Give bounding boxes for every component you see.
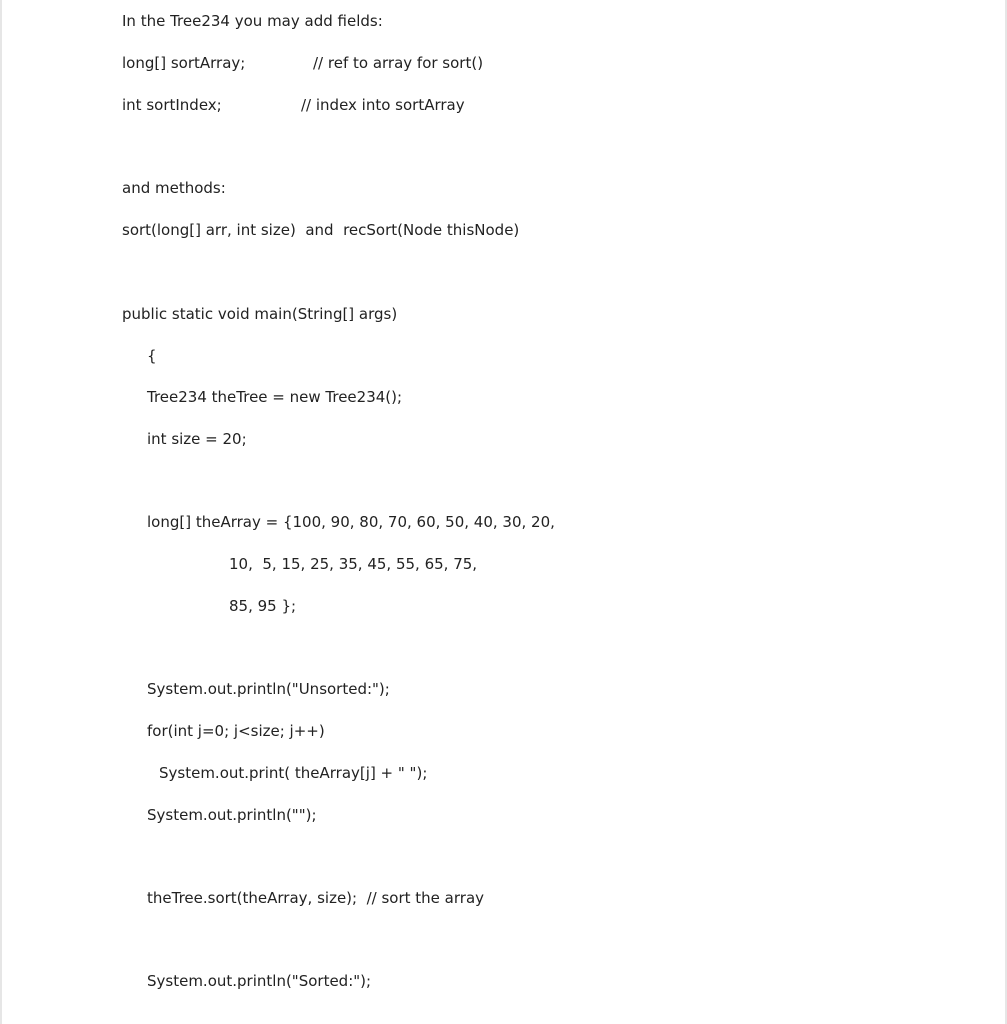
fields-heading: In the Tree234 you may add fields: [122, 12, 383, 30]
println-sorted: System.out.println("Sorted:"); [147, 972, 372, 990]
main-signature: public static void main(String[] args) [122, 305, 398, 323]
open-brace: { [147, 347, 157, 365]
field-sortindex-comment: // index into sortArray [301, 96, 465, 114]
println-empty: System.out.println(""); [147, 806, 317, 824]
size-declaration: int size = 20; [147, 430, 247, 448]
array-line-3: 85, 95 }; [229, 597, 297, 615]
print-element: System.out.print( theArray[j] + " "); [159, 764, 428, 782]
field-sortindex-decl: int sortIndex; [122, 96, 222, 114]
sort-call: theTree.sort(theArray, size); // sort the array [147, 889, 485, 907]
println-unsorted: System.out.println("Unsorted:"); [147, 680, 390, 698]
methods-heading: and methods: [122, 179, 226, 197]
field-sortarray-decl: long[] sortArray; [122, 54, 246, 72]
array-line-2: 10, 5, 15, 25, 35, 45, 55, 65, 75, [229, 555, 478, 573]
field-sortarray-comment: // ref to array for sort() [313, 54, 484, 72]
methods-signature: sort(long[] arr, int size) and recSort(Node thisNode) [122, 221, 520, 239]
array-line-1: long[] theArray = {100, 90, 80, 70, 60, 50, 40, 30, 20, [147, 513, 555, 531]
tree-declaration: Tree234 theTree = new Tree234(); [147, 388, 403, 406]
for-loop: for(int j=0; j<size; j++) [147, 722, 325, 740]
